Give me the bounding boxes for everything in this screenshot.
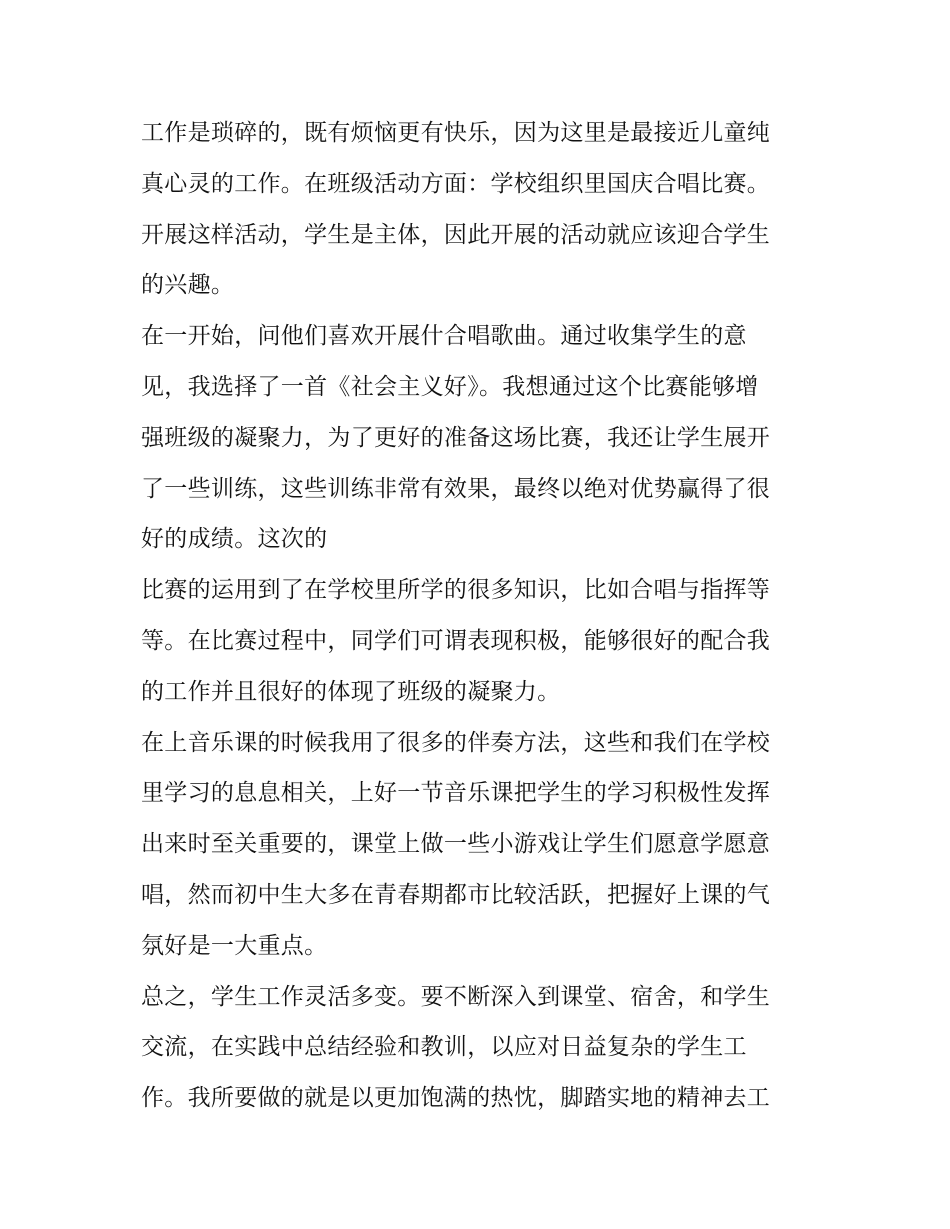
text-line: 开展这样活动，学生是主体，因此开展的活动就应该迎合学生 (141, 221, 771, 248)
text-line: 在上音乐课的时候我用了很多的伴奏方法，这些和我们在学校 (141, 729, 771, 756)
text-line: 了一些训练，这些训练非常有效果，最终以绝对优势赢得了很 (141, 475, 771, 502)
text-line: 比赛的运用到了在学校里所学的很多知识，比如合唱与指挥等 (141, 577, 771, 604)
text-line: 等。在比赛过程中，同学们可谓表现积极，能够很好的配合我 (141, 627, 771, 654)
text-line: 好的成绩。这次的 (141, 526, 328, 553)
text-line: 的兴趣。 (141, 272, 235, 299)
text-line: 真心灵的工作。在班级活动方面：学校组织里国庆合唱比赛。 (141, 170, 771, 197)
text-line: 的工作并且很好的体现了班级的凝聚力。 (141, 678, 561, 705)
text-line: 氛好是一大重点。 (141, 932, 328, 959)
text-line: 强班级的凝聚力，为了更好的准备这场比赛，我还让学生展开 (141, 424, 771, 451)
text-line: 工作是琐碎的，既有烦恼更有快乐，因为这里是最接近儿童纯 (141, 120, 771, 146)
text-line: 见，我选择了一首《社会主义好》。我想通过这个比赛能够增 (141, 373, 759, 400)
body-text (141, 108, 821, 1124)
text-line: 出来时至关重要的，课堂上做一些小游戏让学生们愿意学愿意 (141, 831, 771, 858)
text-line: 交流，在实践中总结经验和教训，以应对日益复杂的学生工 (141, 1034, 747, 1061)
text-line: 总之，学生工作灵活多变。要不断深入到课堂、宿舍，和学生 (141, 983, 771, 1010)
text-line: 作。我所要做的就是以更加饱满的热忱，脚踏实地的精神去工 (141, 1085, 771, 1112)
text-line: 在一开始，问他们喜欢开展什合唱歌曲。通过收集学生的意 (141, 323, 747, 350)
text-line: 唱，然而初中生大多在青春期都市比较活跃，把握好上课的气 (141, 881, 771, 908)
text-line: 里学习的息息相关，上好一节音乐课把学生的学习积极性发挥 (141, 780, 771, 807)
